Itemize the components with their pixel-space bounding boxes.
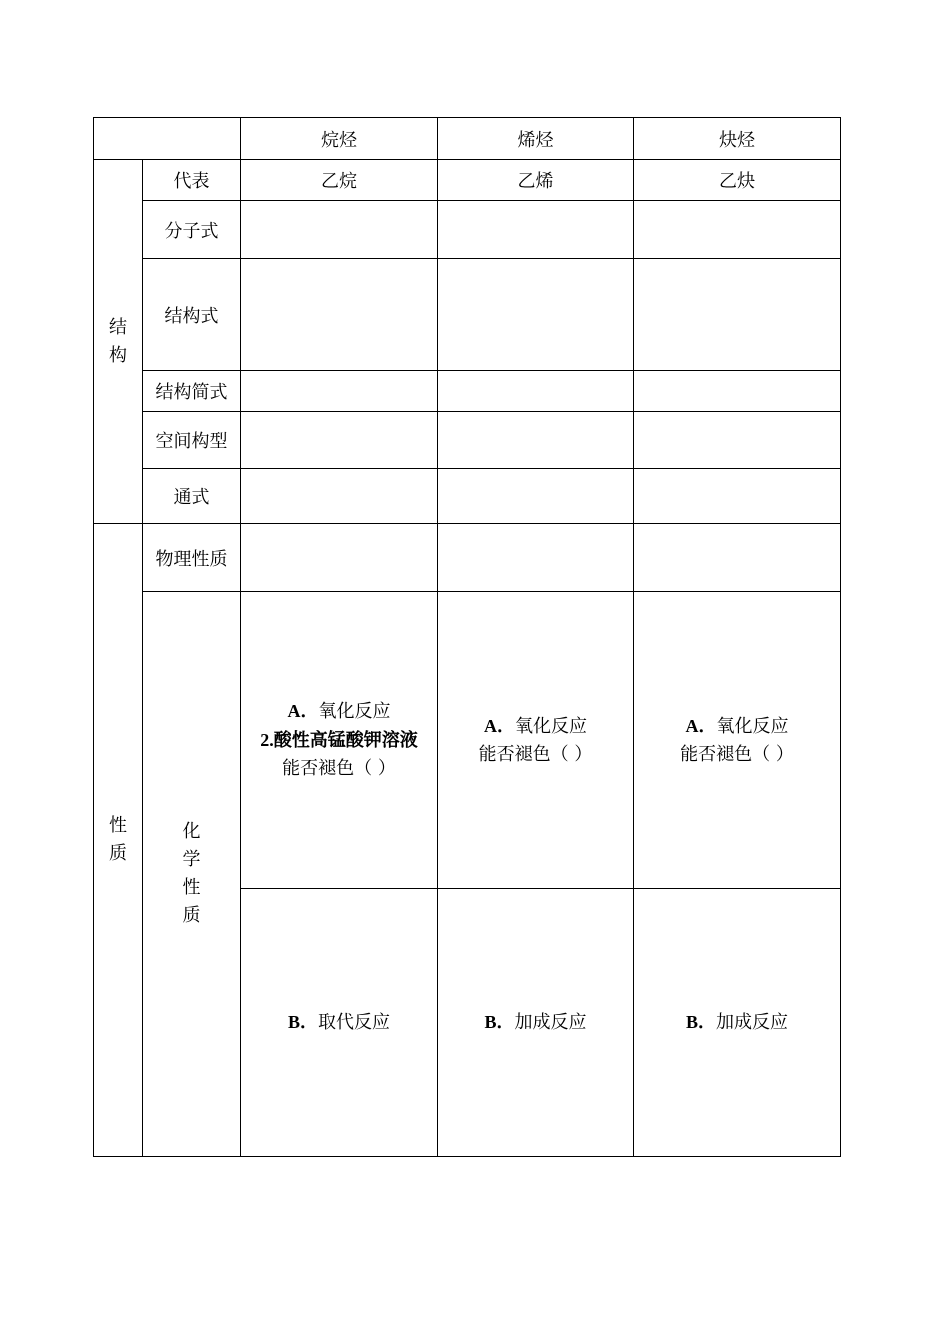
blank-cell — [634, 469, 841, 524]
alkene-oxidation-cell — [438, 592, 634, 889]
row-condensed-formula — [94, 371, 841, 412]
chemical-label-char: 质 — [182, 905, 201, 926]
alkane-permanganate-question: 2.酸性高锰酸钾溶液 — [260, 730, 418, 751]
blank-cell — [634, 524, 841, 592]
chemical-properties-label — [143, 592, 241, 1157]
row-molecular-formula — [94, 201, 841, 259]
alkyne-decolorize-question: 能否褪色（ ） — [680, 743, 794, 765]
alkane-oxidation-cell — [241, 592, 438, 889]
hydrocarbon-comparison-table — [93, 117, 841, 1157]
label-spatial-configuration: 空间构型 — [143, 412, 241, 469]
alkane-substitution-cell — [241, 889, 438, 1157]
blank-cell — [438, 524, 634, 592]
row-representative — [94, 160, 841, 201]
representative-alkene: 乙烯 — [438, 160, 634, 201]
structure-label-char: 构 — [109, 344, 127, 366]
alkyne-addition-cell — [634, 889, 841, 1157]
alkene-oxidation-heading: A．氧化反应 — [484, 715, 587, 737]
blank-cell — [241, 412, 438, 469]
blank-cell — [634, 412, 841, 469]
structure-label-char: 结 — [109, 316, 127, 338]
representative-alkane: 乙烷 — [241, 160, 438, 201]
alkene-addition-cell — [438, 889, 634, 1157]
blank-cell — [241, 469, 438, 524]
blank-cell — [438, 371, 634, 412]
header-corner-cell — [94, 118, 241, 160]
alkyne-oxidation-cell — [634, 592, 841, 889]
chemical-label-char: 性 — [182, 877, 201, 898]
properties-label-char: 质 — [109, 843, 127, 864]
alkene-decolorize-question: 能否褪色（ ） — [478, 743, 593, 765]
blank-cell — [634, 371, 841, 412]
blank-cell — [241, 259, 438, 371]
label-molecular-formula: 分子式 — [143, 201, 241, 259]
properties-group-label — [94, 524, 143, 1157]
alkane-substitution-heading: B．取代反应 — [287, 1012, 390, 1033]
properties-label-char: 性 — [109, 815, 127, 836]
alkane-oxidation-heading: A．氧化反应 — [287, 701, 391, 722]
blank-cell — [634, 201, 841, 259]
label-physical-properties: 物理性质 — [143, 524, 241, 592]
row-general-formula — [94, 469, 841, 524]
representative-alkyne: 乙炔 — [634, 160, 841, 201]
row-structural-formula — [94, 259, 841, 371]
chemical-label-char: 学 — [182, 849, 201, 870]
row-oxidation — [94, 592, 841, 889]
blank-cell — [241, 201, 438, 259]
label-structural-formula: 结构式 — [143, 259, 241, 371]
label-representative: 代表 — [143, 160, 241, 201]
chemical-label-char: 化 — [182, 821, 201, 842]
blank-cell — [438, 412, 634, 469]
alkane-decolorize-question: 能否褪色（ ） — [282, 758, 396, 779]
label-general-formula: 通式 — [143, 469, 241, 524]
blank-cell — [241, 371, 438, 412]
alkene-addition-heading: B．加成反应 — [484, 1012, 587, 1033]
header-alkene: 烯烃 — [438, 118, 634, 160]
alkyne-addition-heading: B．加成反应 — [685, 1012, 788, 1033]
row-physical-properties — [94, 524, 841, 592]
blank-cell — [634, 259, 841, 371]
row-spatial-configuration — [94, 412, 841, 469]
label-condensed-formula: 结构简式 — [143, 371, 241, 412]
blank-cell — [241, 524, 438, 592]
alkyne-oxidation-heading: A．氧化反应 — [685, 715, 789, 737]
structure-group-label — [94, 160, 143, 524]
blank-cell — [438, 259, 634, 371]
blank-cell — [438, 201, 634, 259]
header-alkyne: 炔烃 — [634, 118, 841, 160]
header-alkane: 烷烃 — [241, 118, 438, 160]
header-row — [94, 118, 841, 160]
blank-cell — [438, 469, 634, 524]
